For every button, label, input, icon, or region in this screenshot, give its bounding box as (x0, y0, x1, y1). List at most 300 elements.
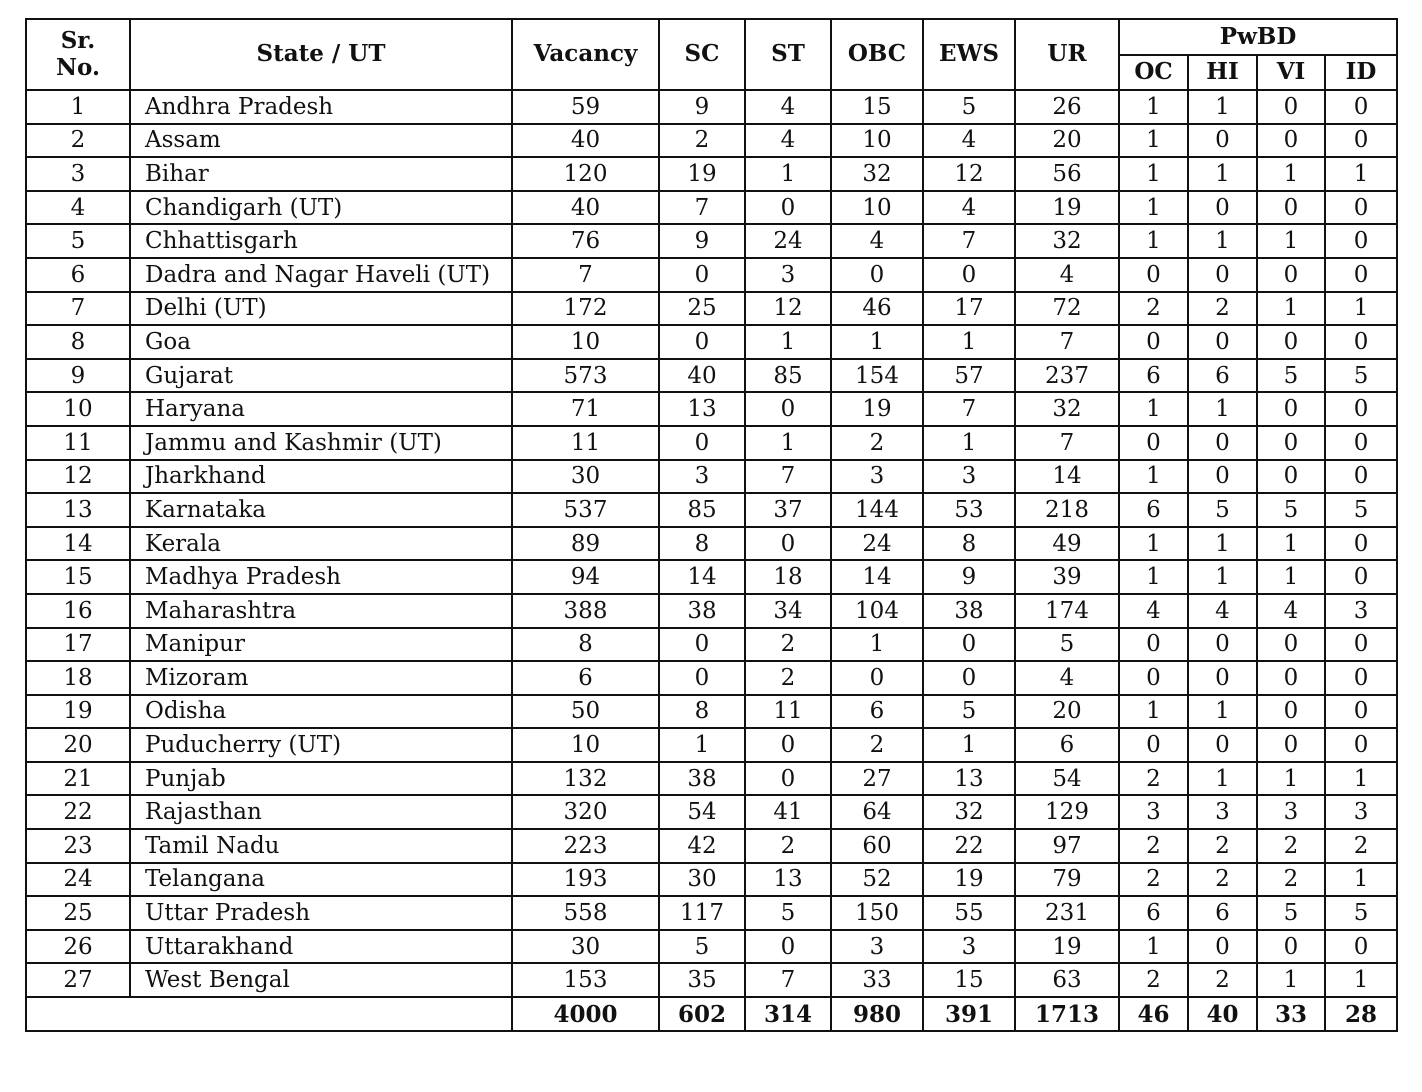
cell-hi: 2 (1188, 829, 1257, 863)
cell-id: 3 (1325, 594, 1397, 628)
table-row (26, 527, 1397, 561)
cell-state: Chandigarh (UT) (130, 191, 512, 225)
cell-hi: 1 (1188, 560, 1257, 594)
cell-hi: 0 (1188, 460, 1257, 494)
cell-sc: 19 (659, 157, 745, 191)
cell-st: 18 (745, 560, 831, 594)
cell-ur: 19 (1015, 930, 1119, 964)
cell-sc: 5 (659, 930, 745, 964)
vacancy-table (25, 18, 1398, 1032)
cell-st: 2 (745, 628, 831, 662)
cell-sc: 1 (659, 728, 745, 762)
cell-oc: 1 (1119, 930, 1188, 964)
cell-ur: 32 (1015, 392, 1119, 426)
cell-obc: 24 (831, 527, 923, 561)
cell-hi: 6 (1188, 896, 1257, 930)
cell-oc: 1 (1119, 527, 1188, 561)
cell-ews: 4 (923, 124, 1015, 158)
cell-state: Haryana (130, 392, 512, 426)
table-row (26, 460, 1397, 494)
total-sc: 602 (659, 997, 745, 1031)
cell-state: Punjab (130, 762, 512, 796)
cell-sc: 8 (659, 527, 745, 561)
cell-id: 5 (1325, 359, 1397, 393)
cell-vi: 0 (1257, 930, 1325, 964)
cell-st: 2 (745, 661, 831, 695)
cell-sr: 25 (26, 896, 130, 930)
header-st: ST (745, 19, 831, 90)
cell-hi: 1 (1188, 762, 1257, 796)
cell-vi: 0 (1257, 191, 1325, 225)
cell-sr: 11 (26, 426, 130, 460)
cell-ews: 38 (923, 594, 1015, 628)
cell-vi: 0 (1257, 628, 1325, 662)
cell-vacancy: 7 (512, 258, 659, 292)
cell-state: Odisha (130, 695, 512, 729)
cell-ur: 56 (1015, 157, 1119, 191)
cell-state: Uttar Pradesh (130, 896, 512, 930)
cell-st: 1 (745, 426, 831, 460)
cell-sr: 2 (26, 124, 130, 158)
cell-id: 0 (1325, 90, 1397, 124)
cell-id: 0 (1325, 426, 1397, 460)
total-st: 314 (745, 997, 831, 1031)
cell-ews: 0 (923, 628, 1015, 662)
cell-ur: 129 (1015, 795, 1119, 829)
cell-oc: 0 (1119, 661, 1188, 695)
cell-ews: 8 (923, 527, 1015, 561)
header-state: State / UT (130, 19, 512, 90)
cell-id: 0 (1325, 628, 1397, 662)
cell-id: 2 (1325, 829, 1397, 863)
cell-sr: 8 (26, 325, 130, 359)
cell-ur: 6 (1015, 728, 1119, 762)
cell-st: 1 (745, 157, 831, 191)
cell-hi: 0 (1188, 325, 1257, 359)
cell-ews: 55 (923, 896, 1015, 930)
header-id: ID (1325, 55, 1397, 90)
cell-ews: 0 (923, 661, 1015, 695)
cell-vi: 1 (1257, 963, 1325, 997)
cell-sc: 0 (659, 628, 745, 662)
cell-oc: 1 (1119, 560, 1188, 594)
total-oc: 46 (1119, 997, 1188, 1031)
cell-ews: 3 (923, 930, 1015, 964)
total-ur: 1713 (1015, 997, 1119, 1031)
cell-state: Telangana (130, 863, 512, 897)
total-vi: 33 (1257, 997, 1325, 1031)
header-hi: HI (1188, 55, 1257, 90)
cell-sr: 13 (26, 493, 130, 527)
cell-sr: 7 (26, 292, 130, 326)
cell-st: 37 (745, 493, 831, 527)
cell-state: Manipur (130, 628, 512, 662)
cell-ur: 4 (1015, 661, 1119, 695)
cell-hi: 0 (1188, 426, 1257, 460)
cell-st: 7 (745, 963, 831, 997)
cell-ews: 1 (923, 426, 1015, 460)
cell-st: 0 (745, 527, 831, 561)
cell-oc: 0 (1119, 325, 1188, 359)
cell-sr: 27 (26, 963, 130, 997)
cell-hi: 0 (1188, 191, 1257, 225)
cell-obc: 0 (831, 661, 923, 695)
cell-state: Kerala (130, 527, 512, 561)
cell-vacancy: 10 (512, 728, 659, 762)
cell-ews: 12 (923, 157, 1015, 191)
cell-vacancy: 71 (512, 392, 659, 426)
cell-sc: 85 (659, 493, 745, 527)
cell-vacancy: 537 (512, 493, 659, 527)
header-obc: OBC (831, 19, 923, 90)
cell-sc: 13 (659, 392, 745, 426)
cell-state: Maharashtra (130, 594, 512, 628)
cell-obc: 15 (831, 90, 923, 124)
cell-hi: 0 (1188, 661, 1257, 695)
cell-sr: 5 (26, 224, 130, 258)
cell-vacancy: 193 (512, 863, 659, 897)
cell-obc: 33 (831, 963, 923, 997)
cell-st: 0 (745, 728, 831, 762)
cell-vi: 1 (1257, 527, 1325, 561)
cell-ur: 63 (1015, 963, 1119, 997)
cell-state: Karnataka (130, 493, 512, 527)
cell-id: 5 (1325, 896, 1397, 930)
cell-state: Rajasthan (130, 795, 512, 829)
cell-vi: 0 (1257, 426, 1325, 460)
cell-vacancy: 10 (512, 325, 659, 359)
cell-ews: 3 (923, 460, 1015, 494)
cell-ews: 32 (923, 795, 1015, 829)
cell-state: Chhattisgarh (130, 224, 512, 258)
cell-st: 12 (745, 292, 831, 326)
cell-ews: 53 (923, 493, 1015, 527)
cell-sr: 16 (26, 594, 130, 628)
cell-vi: 0 (1257, 258, 1325, 292)
cell-id: 1 (1325, 157, 1397, 191)
cell-sr: 18 (26, 661, 130, 695)
cell-sc: 35 (659, 963, 745, 997)
cell-obc: 1 (831, 325, 923, 359)
header-ur: UR (1015, 19, 1119, 90)
cell-hi: 4 (1188, 594, 1257, 628)
cell-vacancy: 40 (512, 191, 659, 225)
cell-vi: 0 (1257, 325, 1325, 359)
cell-st: 0 (745, 762, 831, 796)
cell-ews: 5 (923, 695, 1015, 729)
table-row (26, 728, 1397, 762)
table-row (26, 560, 1397, 594)
cell-id: 0 (1325, 325, 1397, 359)
table-row (26, 795, 1397, 829)
cell-st: 0 (745, 930, 831, 964)
cell-obc: 150 (831, 896, 923, 930)
table-row (26, 325, 1397, 359)
cell-ews: 4 (923, 191, 1015, 225)
cell-sc: 0 (659, 325, 745, 359)
cell-hi: 3 (1188, 795, 1257, 829)
cell-oc: 1 (1119, 90, 1188, 124)
cell-obc: 154 (831, 359, 923, 393)
cell-st: 7 (745, 460, 831, 494)
cell-hi: 1 (1188, 527, 1257, 561)
table-row (26, 426, 1397, 460)
cell-vi: 2 (1257, 829, 1325, 863)
cell-state: Goa (130, 325, 512, 359)
table-row (26, 224, 1397, 258)
cell-ews: 57 (923, 359, 1015, 393)
cell-hi: 0 (1188, 930, 1257, 964)
cell-hi: 5 (1188, 493, 1257, 527)
cell-sr: 17 (26, 628, 130, 662)
cell-vi: 5 (1257, 493, 1325, 527)
cell-vacancy: 50 (512, 695, 659, 729)
table-row (26, 359, 1397, 393)
cell-obc: 60 (831, 829, 923, 863)
cell-vi: 4 (1257, 594, 1325, 628)
cell-state: Jharkhand (130, 460, 512, 494)
cell-state: Tamil Nadu (130, 829, 512, 863)
cell-obc: 14 (831, 560, 923, 594)
cell-vacancy: 8 (512, 628, 659, 662)
cell-ur: 237 (1015, 359, 1119, 393)
cell-sr: 15 (26, 560, 130, 594)
cell-oc: 1 (1119, 695, 1188, 729)
table-row (26, 930, 1397, 964)
cell-vi: 1 (1257, 762, 1325, 796)
cell-id: 0 (1325, 527, 1397, 561)
cell-st: 24 (745, 224, 831, 258)
cell-st: 85 (745, 359, 831, 393)
cell-state: Bihar (130, 157, 512, 191)
cell-oc: 1 (1119, 460, 1188, 494)
cell-ur: 54 (1015, 762, 1119, 796)
cell-hi: 1 (1188, 695, 1257, 729)
cell-obc: 6 (831, 695, 923, 729)
cell-st: 0 (745, 392, 831, 426)
table-body (26, 90, 1397, 997)
cell-ur: 97 (1015, 829, 1119, 863)
cell-ur: 7 (1015, 426, 1119, 460)
table-row (26, 157, 1397, 191)
cell-vacancy: 558 (512, 896, 659, 930)
cell-vacancy: 6 (512, 661, 659, 695)
cell-oc: 2 (1119, 863, 1188, 897)
cell-id: 0 (1325, 460, 1397, 494)
cell-sr: 9 (26, 359, 130, 393)
cell-vi: 0 (1257, 661, 1325, 695)
cell-ews: 0 (923, 258, 1015, 292)
cell-oc: 6 (1119, 493, 1188, 527)
cell-sr: 21 (26, 762, 130, 796)
cell-ews: 9 (923, 560, 1015, 594)
cell-sr: 14 (26, 527, 130, 561)
cell-hi: 0 (1188, 628, 1257, 662)
cell-state: Uttarakhand (130, 930, 512, 964)
cell-sr: 4 (26, 191, 130, 225)
cell-ews: 15 (923, 963, 1015, 997)
cell-ews: 7 (923, 392, 1015, 426)
cell-vacancy: 153 (512, 963, 659, 997)
cell-ur: 49 (1015, 527, 1119, 561)
cell-hi: 6 (1188, 359, 1257, 393)
cell-obc: 144 (831, 493, 923, 527)
cell-sc: 9 (659, 224, 745, 258)
cell-sc: 42 (659, 829, 745, 863)
cell-obc: 64 (831, 795, 923, 829)
cell-obc: 104 (831, 594, 923, 628)
cell-obc: 10 (831, 124, 923, 158)
cell-id: 0 (1325, 728, 1397, 762)
header-vacancy: Vacancy (512, 19, 659, 90)
cell-id: 5 (1325, 493, 1397, 527)
cell-vi: 0 (1257, 392, 1325, 426)
cell-hi: 1 (1188, 392, 1257, 426)
cell-sc: 0 (659, 426, 745, 460)
cell-vi: 1 (1257, 292, 1325, 326)
cell-ur: 19 (1015, 191, 1119, 225)
cell-vacancy: 223 (512, 829, 659, 863)
cell-sc: 2 (659, 124, 745, 158)
table-header (26, 19, 1397, 90)
cell-obc: 0 (831, 258, 923, 292)
cell-ews: 1 (923, 325, 1015, 359)
cell-id: 1 (1325, 963, 1397, 997)
cell-id: 0 (1325, 258, 1397, 292)
cell-st: 4 (745, 90, 831, 124)
cell-oc: 4 (1119, 594, 1188, 628)
table-row (26, 191, 1397, 225)
cell-vacancy: 120 (512, 157, 659, 191)
cell-vacancy: 172 (512, 292, 659, 326)
cell-st: 34 (745, 594, 831, 628)
header-ews: EWS (923, 19, 1015, 90)
cell-sr: 1 (26, 90, 130, 124)
table-row (26, 695, 1397, 729)
cell-sr: 12 (26, 460, 130, 494)
table-footer (26, 997, 1397, 1031)
table-row (26, 493, 1397, 527)
cell-oc: 0 (1119, 426, 1188, 460)
cell-sr: 23 (26, 829, 130, 863)
cell-vacancy: 320 (512, 795, 659, 829)
cell-oc: 1 (1119, 224, 1188, 258)
cell-obc: 32 (831, 157, 923, 191)
cell-hi: 0 (1188, 124, 1257, 158)
cell-vi: 0 (1257, 728, 1325, 762)
cell-vi: 0 (1257, 90, 1325, 124)
cell-hi: 2 (1188, 292, 1257, 326)
cell-sc: 117 (659, 896, 745, 930)
table-row (26, 661, 1397, 695)
cell-id: 1 (1325, 762, 1397, 796)
cell-vacancy: 573 (512, 359, 659, 393)
cell-vacancy: 30 (512, 460, 659, 494)
cell-ews: 1 (923, 728, 1015, 762)
cell-st: 41 (745, 795, 831, 829)
cell-ews: 17 (923, 292, 1015, 326)
cell-ur: 32 (1015, 224, 1119, 258)
table-row (26, 762, 1397, 796)
table-row (26, 594, 1397, 628)
cell-obc: 52 (831, 863, 923, 897)
total-id: 28 (1325, 997, 1397, 1031)
cell-st: 2 (745, 829, 831, 863)
cell-vacancy: 76 (512, 224, 659, 258)
total-hi: 40 (1188, 997, 1257, 1031)
cell-sc: 38 (659, 762, 745, 796)
cell-oc: 6 (1119, 896, 1188, 930)
cell-ur: 26 (1015, 90, 1119, 124)
cell-sr: 6 (26, 258, 130, 292)
cell-id: 0 (1325, 695, 1397, 729)
cell-oc: 1 (1119, 124, 1188, 158)
cell-sr: 22 (26, 795, 130, 829)
cell-sc: 8 (659, 695, 745, 729)
total-obc: 980 (831, 997, 923, 1031)
cell-vacancy: 40 (512, 124, 659, 158)
cell-ur: 174 (1015, 594, 1119, 628)
cell-vacancy: 30 (512, 930, 659, 964)
cell-ur: 79 (1015, 863, 1119, 897)
total-vacancy: 4000 (512, 997, 659, 1031)
table-row (26, 90, 1397, 124)
cell-ur: 39 (1015, 560, 1119, 594)
cell-obc: 3 (831, 930, 923, 964)
cell-vi: 3 (1257, 795, 1325, 829)
cell-ews: 22 (923, 829, 1015, 863)
cell-sr: 3 (26, 157, 130, 191)
cell-state: Mizoram (130, 661, 512, 695)
cell-obc: 10 (831, 191, 923, 225)
cell-vi: 1 (1257, 560, 1325, 594)
cell-oc: 0 (1119, 628, 1188, 662)
cell-oc: 3 (1119, 795, 1188, 829)
cell-oc: 2 (1119, 829, 1188, 863)
cell-vacancy: 132 (512, 762, 659, 796)
cell-hi: 1 (1188, 224, 1257, 258)
cell-sc: 9 (659, 90, 745, 124)
cell-obc: 4 (831, 224, 923, 258)
table-row (26, 258, 1397, 292)
cell-ur: 218 (1015, 493, 1119, 527)
cell-sc: 0 (659, 258, 745, 292)
cell-sc: 40 (659, 359, 745, 393)
cell-hi: 1 (1188, 90, 1257, 124)
cell-vi: 0 (1257, 460, 1325, 494)
cell-vacancy: 94 (512, 560, 659, 594)
cell-vacancy: 89 (512, 527, 659, 561)
cell-oc: 0 (1119, 258, 1188, 292)
total-ews: 391 (923, 997, 1015, 1031)
table-row (26, 963, 1397, 997)
cell-st: 1 (745, 325, 831, 359)
cell-sc: 0 (659, 661, 745, 695)
cell-state: Assam (130, 124, 512, 158)
cell-state: Andhra Pradesh (130, 90, 512, 124)
cell-state: Jammu and Kashmir (UT) (130, 426, 512, 460)
cell-sc: 38 (659, 594, 745, 628)
cell-sr: 24 (26, 863, 130, 897)
cell-id: 0 (1325, 661, 1397, 695)
cell-st: 13 (745, 863, 831, 897)
cell-sc: 54 (659, 795, 745, 829)
cell-sr: 19 (26, 695, 130, 729)
cell-vacancy: 11 (512, 426, 659, 460)
cell-vacancy: 59 (512, 90, 659, 124)
cell-ur: 5 (1015, 628, 1119, 662)
cell-hi: 2 (1188, 863, 1257, 897)
